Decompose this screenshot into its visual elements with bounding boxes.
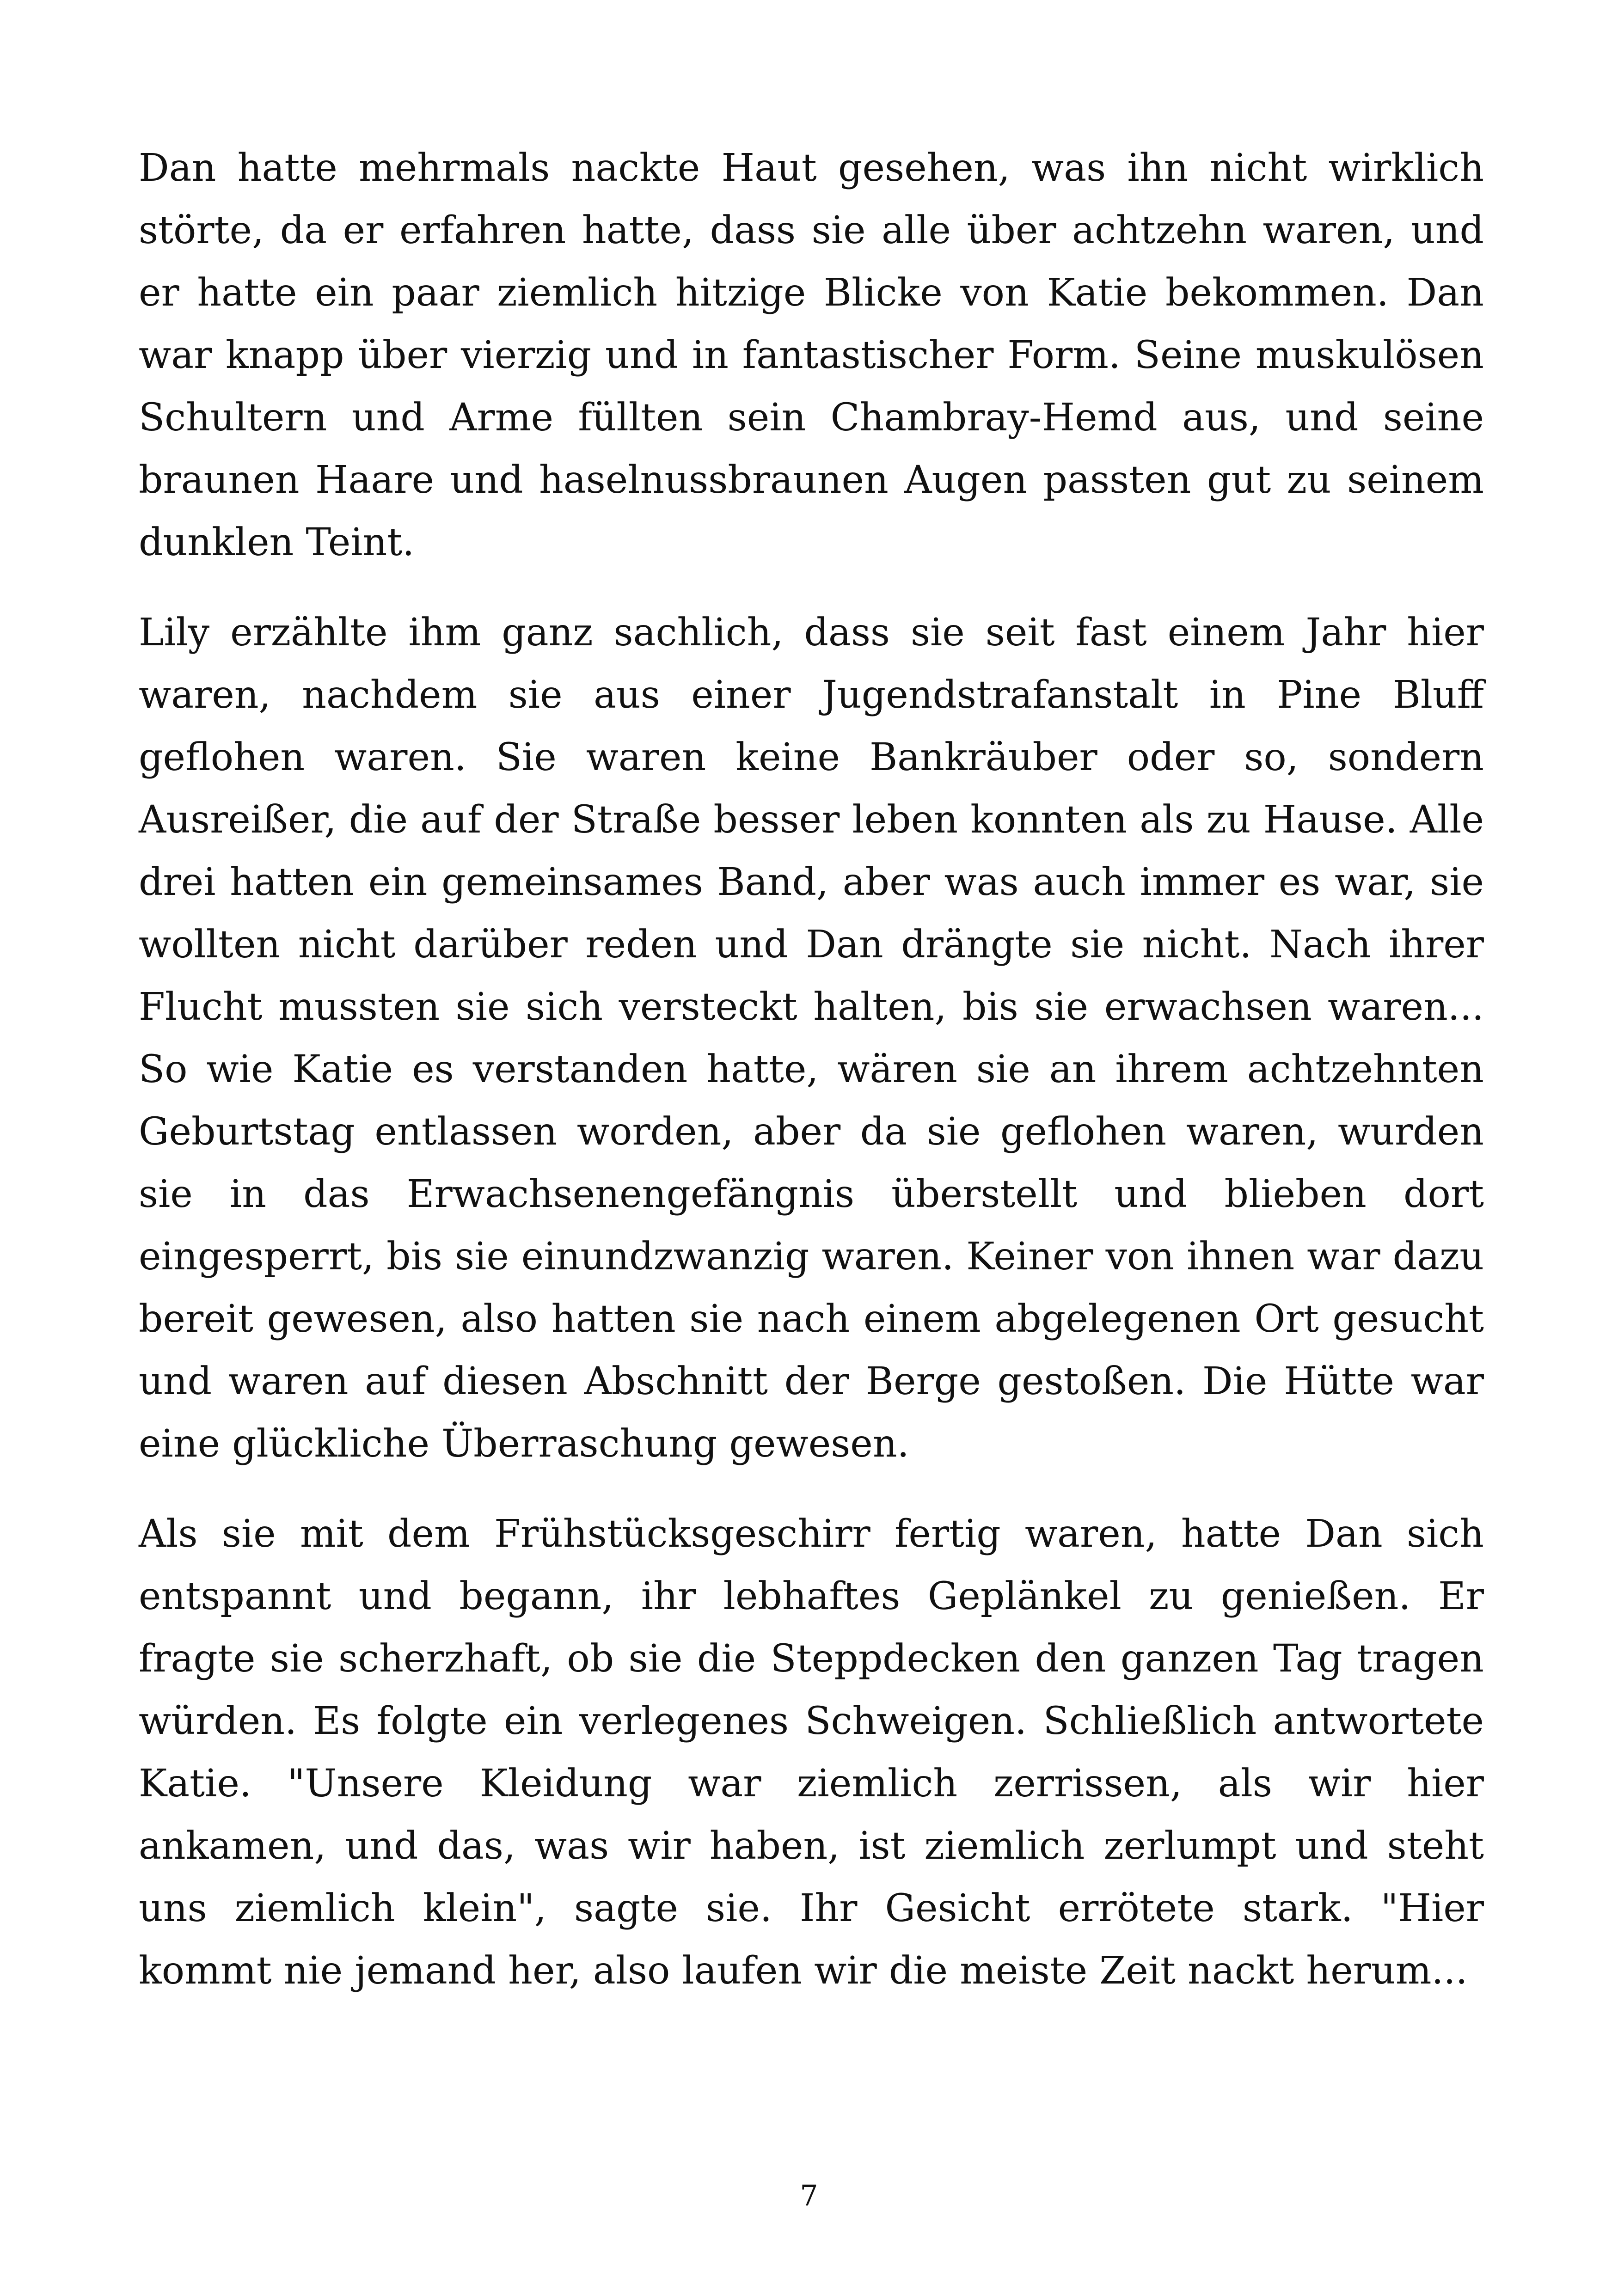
paragraph-1: Dan hatte mehrmals nackte Haut gesehen, was ihn nicht wirklich störte, da er erfahren hatte, dass sie alle über achtzehn waren, und er hatte ein paar ziemlich hitzige Blicke von Katie bekommen. Dan war knapp über vierzig und in fantastischer Form. Seine muskulösen Schultern und Arme füllten sein Chambray-Hemd aus, und seine braunen Haare und haselnussbraunen Augen passten gut zu seinem dunklen Teint. [139, 146, 1484, 564]
paragraph-2: Lily erzählte ihm ganz sachlich, dass sie seit fast einem Jahr hier waren, nachdem sie aus einer Jugendstrafanstalt in Pine Bluff geflohen waren. Sie waren keine Bankräuber oder so, sondern Ausreißer, die auf der Straße besser leben konnten als zu Hause. Alle drei hatten ein gemeinsames Band, aber was auch immer es war, sie wollten nicht darüber reden und Dan drängte sie nicht. Nach ihrer Flucht mussten sie sich versteckt halten, bis sie erwachsen waren... So wie Katie es verstanden hatte, wären sie an ihrem achtzehnten Geburtstag entlassen worden, aber da sie geflohen waren, wurden sie in das Erwachsenengefängnis überstellt und blieben dort eingesperrt, bis sie einundzwanzig waren. Keiner von ihnen war dazu bereit gewesen, also hatten sie nach einem abgelegenen Ort gesucht und waren auf diesen Abschnitt der Berge gestoßen. Die Hütte war eine glückliche Überraschung gewesen. [139, 611, 1484, 1466]
body-text [139, 137, 1484, 2002]
paragraph-3: Als sie mit dem Frühstücksgeschirr fertig waren, hatte Dan sich entspannt und begann, ihr lebhaftes Geplänkel zu genießen. Er fragte sie scherzhaft, ob sie die Steppdecken den ganzen Tag tragen würden. Es folgte ein verlegenes Schweigen. Schließlich antwortete Katie. "Unsere Kleidung war ziemlich zerrissen, als wir hier ankamen, und das, was wir haben, ist ziemlich zerlumpt und steht uns ziemlich klein", sagte sie. Ihr Gesicht errötete stark. "Hier kommt nie jemand her, also laufen wir die meiste Zeit nackt herum... [139, 1512, 1484, 1993]
page-number: 7 [800, 2179, 818, 2212]
